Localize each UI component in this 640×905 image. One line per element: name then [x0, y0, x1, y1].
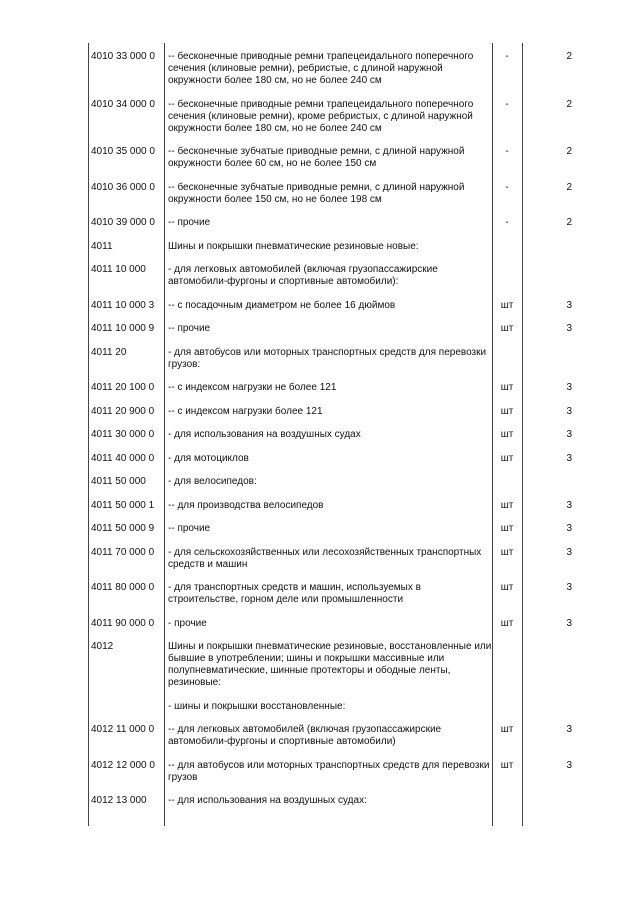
- tnved-code: 4011 50 000: [91, 476, 146, 487]
- description: - прочие: [168, 617, 207, 629]
- tnved-code: 4011 10 000: [91, 264, 146, 275]
- tnved-code: 4012 11 000 0: [91, 724, 155, 735]
- description: - для транспортных средств и машин, используемых в строительстве, горном деле или промышленности: [168, 582, 421, 605]
- tnved-code: 4010 35 000 0: [91, 146, 155, 157]
- table-row: [88, 323, 588, 335]
- tnved-code: 4011 10 000 3: [91, 299, 155, 311]
- unit: [492, 641, 522, 689]
- unit: шт: [500, 499, 514, 511]
- tnved-code: 4011 30 000 0: [91, 429, 155, 440]
- duty-rate: 3: [566, 382, 572, 393]
- tnved-code: 4010 34 000 0: [91, 98, 155, 110]
- duty-rate: [522, 795, 572, 807]
- duty-rate: 3: [566, 724, 572, 735]
- table-row: [88, 406, 588, 418]
- tnved-code: 4012 12 000 0: [91, 759, 155, 771]
- duty-rate: 3: [566, 299, 572, 311]
- unit: [492, 241, 522, 253]
- tnved-code: 4011: [91, 240, 113, 252]
- table-row: [88, 523, 588, 535]
- unit: шт: [500, 323, 514, 334]
- unit: шт: [500, 382, 514, 393]
- tnved-code: 4011 10 000 9: [91, 323, 155, 334]
- duty-rate: 2: [566, 146, 572, 157]
- description: -- для производства велосипедов: [168, 499, 324, 511]
- unit: шт: [500, 523, 514, 534]
- duty-rate: 3: [566, 546, 572, 558]
- duty-rate: 3: [566, 429, 572, 440]
- table-row: [88, 241, 588, 253]
- tnved-code: 4010 39 000 0: [91, 217, 155, 228]
- description: - шины и покрышки восстановленные:: [168, 700, 346, 712]
- table-row: [88, 300, 588, 312]
- tnved-code: 4012 13 000: [91, 795, 147, 806]
- duty-rate: [522, 241, 572, 253]
- duty-rate: 2: [566, 181, 572, 193]
- unit: шт: [500, 429, 514, 440]
- duty-rate: 2: [566, 217, 572, 228]
- duty-rate: 2: [566, 51, 572, 62]
- unit: [492, 701, 522, 713]
- tnved-code: 4011 90 000 0: [91, 617, 155, 629]
- unit: -: [505, 217, 509, 228]
- duty-rate: 3: [566, 499, 572, 511]
- duty-rate: 3: [566, 405, 572, 417]
- table-row: [88, 347, 588, 371]
- unit: [492, 347, 522, 371]
- table-row: [88, 429, 588, 441]
- description: - для велосипедов:: [168, 476, 257, 487]
- unit: шт: [500, 759, 514, 771]
- table-row: [88, 51, 588, 87]
- description: - для легковых автомобилей (включая грузопассажирские автомобили-фургоны и спортивные автомобили):: [168, 264, 438, 287]
- table-row: [88, 618, 588, 630]
- unit: -: [505, 98, 509, 110]
- table-row: [88, 382, 588, 394]
- table-row: [88, 476, 588, 488]
- duty-rate: [522, 264, 572, 288]
- description: - для сельскохозяйственных или лесохозяйственных транспортных средств и машин: [168, 546, 482, 570]
- table-row: [88, 146, 588, 170]
- description: - для использования на воздушных судах: [168, 429, 361, 440]
- duty-rate: [522, 701, 572, 713]
- tnved-code: 4011 20 100 0: [91, 382, 155, 393]
- description: -- бесконечные приводные ремни трапецеидального поперечного сечения (клиновые ремни), ребристые, с длиной наружной окружности более 180 см, но не более 240 см: [168, 51, 474, 86]
- unit: шт: [500, 724, 514, 735]
- unit: -: [505, 146, 509, 157]
- unit: шт: [500, 546, 514, 558]
- description: -- для легковых автомобилей (включая грузопассажирские автомобили-фургоны и спортивные автомобили): [168, 724, 442, 747]
- description: -- с посадочным диаметром не более 16 дюймов: [168, 299, 396, 311]
- description: - для автобусов или моторных транспортных средств для перевозки грузов:: [168, 346, 487, 370]
- unit: -: [505, 181, 509, 193]
- table-row: [88, 760, 588, 784]
- tnved-code: 4011 70 000 0: [91, 546, 155, 558]
- table-row: [88, 547, 588, 571]
- duty-rate: 3: [566, 523, 572, 534]
- description: -- для использования на воздушных судах:: [168, 795, 367, 806]
- unit: шт: [500, 405, 514, 417]
- description: - для мотоциклов: [168, 452, 249, 464]
- tnved-code: 4011 50 000 9: [91, 523, 155, 534]
- description: -- с индексом нагрузки более 121: [168, 405, 323, 417]
- unit: шт: [500, 299, 514, 311]
- table-row: [88, 264, 588, 288]
- description: -- бесконечные зубчатые приводные ремни, с длиной наружной окружности более 150 см, но не более 198 см: [168, 181, 465, 205]
- table-row: [88, 500, 588, 512]
- table-row: [88, 217, 588, 229]
- duty-rate: [522, 476, 572, 488]
- description: -- для автобусов или моторных транспортных средств для перевозки грузов: [168, 759, 490, 783]
- description: -- прочие: [168, 323, 211, 334]
- tnved-code: 4010 36 000 0: [91, 181, 155, 193]
- duty-rate: 3: [566, 617, 572, 629]
- description: -- с индексом нагрузки не более 121: [168, 382, 337, 393]
- duty-rate: 3: [566, 452, 572, 464]
- table-row: [88, 99, 588, 135]
- description: -- бесконечные приводные ремни трапецеидального поперечного сечения (клиновые ремни), кроме ребристых, с длиной наружной окружности более 180 см, но не более 240 см: [168, 98, 474, 134]
- table-row: [88, 182, 588, 206]
- tariff-table: [88, 51, 588, 819]
- description: Шины и покрышки пневматические резиновые новые:: [168, 240, 419, 252]
- description: -- бесконечные зубчатые приводные ремни, с длиной наружной окружности более 60 см, но не более 150 см: [168, 146, 465, 169]
- table-row: [88, 582, 588, 606]
- table-row: [88, 453, 588, 465]
- duty-rate: 3: [566, 759, 572, 771]
- table-row: [88, 795, 588, 807]
- table-row: [88, 701, 588, 713]
- unit: [492, 795, 522, 807]
- unit: [492, 476, 522, 488]
- table-row: [88, 641, 588, 689]
- tnved-code: 4011 20: [91, 346, 127, 358]
- duty-rate: [522, 641, 572, 689]
- tnved-code: 4012: [91, 641, 114, 652]
- unit: -: [505, 51, 509, 62]
- description: -- прочие: [168, 217, 211, 228]
- duty-rate: [522, 347, 572, 371]
- duty-rate: 3: [566, 582, 572, 593]
- description: -- прочие: [168, 523, 211, 534]
- tnved-code: 4011 50 000 1: [91, 499, 155, 511]
- unit: шт: [500, 452, 514, 464]
- tnved-code: 4010 33 000 0: [91, 51, 155, 62]
- tnved-code: 4011 20 900 0: [91, 405, 155, 417]
- tnved-code: 4011 80 000 0: [91, 582, 155, 593]
- duty-rate: 3: [566, 323, 572, 334]
- unit: [492, 264, 522, 288]
- unit: шт: [500, 582, 514, 593]
- unit: шт: [500, 617, 514, 629]
- tnved-code: [88, 701, 164, 713]
- description: Шины и покрышки пневматические резиновые, восстановленные или бывшие в употреблении; шины и покрышки массивные или полупневматические, шинные протекторы и ободные ленты, резиновые:: [168, 641, 492, 688]
- duty-rate: 2: [566, 98, 572, 110]
- table-row: [88, 724, 588, 748]
- tnved-code: 4011 40 000 0: [91, 452, 155, 464]
